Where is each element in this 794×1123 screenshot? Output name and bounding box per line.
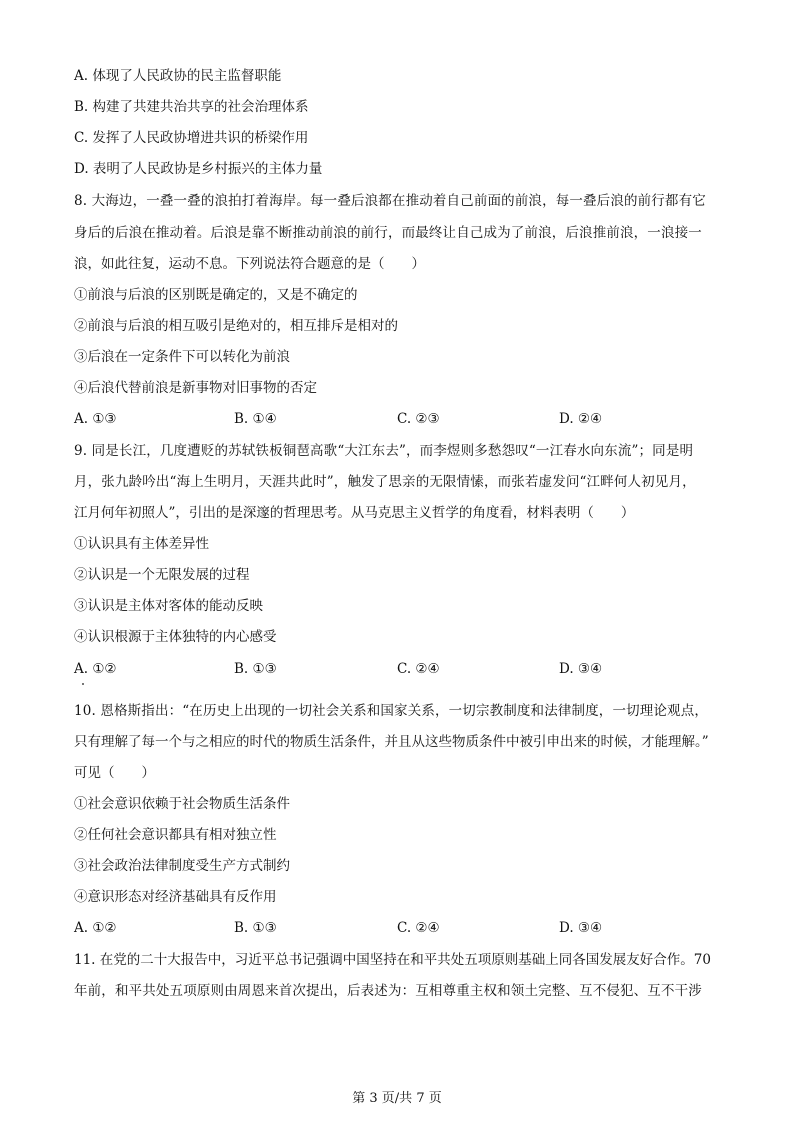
q8-choice-c: C. ②③ xyxy=(397,411,440,427)
q10-choices xyxy=(74,919,734,937)
q10-choice-d: D. ③④ xyxy=(559,920,603,936)
stray-mark xyxy=(82,683,84,685)
q9-stem-line-3: 江月何年初照人”，引出的是深邃的哲理思考。从马克思主义哲学的角度看，材料表明（ ） xyxy=(74,505,635,521)
q10-stem-line-2: 只有理解了每一个与之相应的时代的物质生活条件，并且从这些物质条件中被引申出来的时候，才能理解。” xyxy=(74,734,709,750)
q9-choices xyxy=(74,660,734,678)
q9-choice-c: C. ②④ xyxy=(397,661,440,677)
q10-stem-line-3: 可见（ ） xyxy=(74,765,155,781)
q9-stem-line-2: 月，张九龄吟出“海上生明月，天涯共此时”，触发了思亲的无限情愫，而张若虚发问“江畔何人初见月， xyxy=(74,474,696,490)
q9-stem-line-1: 9. 同是长江，几度遭贬的苏轼铁板铜琶高歌“大江东去”，而李煜则多愁怨叹“一江春水向东流”；同是明 xyxy=(74,443,694,459)
q8-choices xyxy=(74,410,734,428)
q10-stem-line-1: 10. 恩格斯指出：“在历史上出现的一切社会关系和国家关系，一切宗教制度和法律制度，一切理论观点， xyxy=(74,703,709,719)
q8-statement-4: ④后浪代替前浪是新事物对旧事物的否定 xyxy=(74,380,317,396)
q10-choice-b: B. ①③ xyxy=(234,920,277,936)
q9-choice-a: A. ①② xyxy=(74,661,117,677)
q8-stem-line-1: 8. 大海边，一叠一叠的浪拍打着海岸。每一叠后浪都在推动着自己前面的前浪，每一叠后浪的前行都有它 xyxy=(74,193,706,209)
q8-statement-3: ③后浪在一定条件下可以转化为前浪 xyxy=(74,349,290,365)
q10-statement-4: ④意识形态对经济基础具有反作用 xyxy=(74,889,277,905)
q10-statement-3: ③社会政治法律制度受生产方式制约 xyxy=(74,858,290,874)
q10-statement-1: ①社会意识依赖于社会物质生活条件 xyxy=(74,796,290,812)
page-number-footer: 第 3 页/共 7 页 xyxy=(352,1091,442,1106)
q9-statement-2: ②认识是一个无限发展的过程 xyxy=(74,567,250,583)
q8-choice-a: A. ①③ xyxy=(74,411,117,427)
q11-stem-line-2: 年前，和平共处五项原则由周恩来首次提出，后表述为：互相尊重主权和领土完整、互不侵犯、互不干涉 xyxy=(74,983,702,999)
q8-statement-1: ①前浪与后浪的区别既是确定的，又是不确定的 xyxy=(74,287,358,303)
q8-choice-d: D. ②④ xyxy=(559,411,603,427)
q7-option-a: A. 体现了人民政协的民主监督职能 xyxy=(74,68,282,84)
q8-statement-2: ②前浪与后浪的相互吸引是绝对的，相互排斥是相对的 xyxy=(74,318,398,334)
q9-statement-3: ③认识是主体对客体的能动反映 xyxy=(74,598,263,614)
q10-statement-2: ②任何社会意识都具有相对独立性 xyxy=(74,827,277,843)
q9-choice-d: D. ③④ xyxy=(559,661,603,677)
q8-choice-b: B. ①④ xyxy=(234,411,277,427)
q7-option-b: B. 构建了共建共治共享的社会治理体系 xyxy=(74,99,309,115)
q7-option-c: C. 发挥了人民政协增进共识的桥梁作用 xyxy=(74,130,309,146)
q7-option-d: D. 表明了人民政协是乡村振兴的主体力量 xyxy=(74,161,323,177)
q10-choice-a: A. ①② xyxy=(74,920,117,936)
q8-stem-line-3: 浪，如此往复，运动不息。下列说法符合题意的是（ ） xyxy=(74,256,425,272)
q9-choice-b: B. ①③ xyxy=(234,661,277,677)
q10-choice-c: C. ②④ xyxy=(397,920,440,936)
q11-stem-line-1: 11. 在党的二十大报告中，习近平总书记强调中国坚持在和平共处五项原则基础上同各国发展友好合作。70 xyxy=(74,952,711,968)
q9-statement-1: ①认识具有主体差异性 xyxy=(74,536,209,552)
q9-statement-4: ④认识根源于主体独特的内心感受 xyxy=(74,629,277,645)
q8-stem-line-2: 身后的后浪在推动着。后浪是靠不断推动前浪的前行，而最终让自己成为了前浪，后浪推前浪，一浪接一 xyxy=(74,225,702,241)
